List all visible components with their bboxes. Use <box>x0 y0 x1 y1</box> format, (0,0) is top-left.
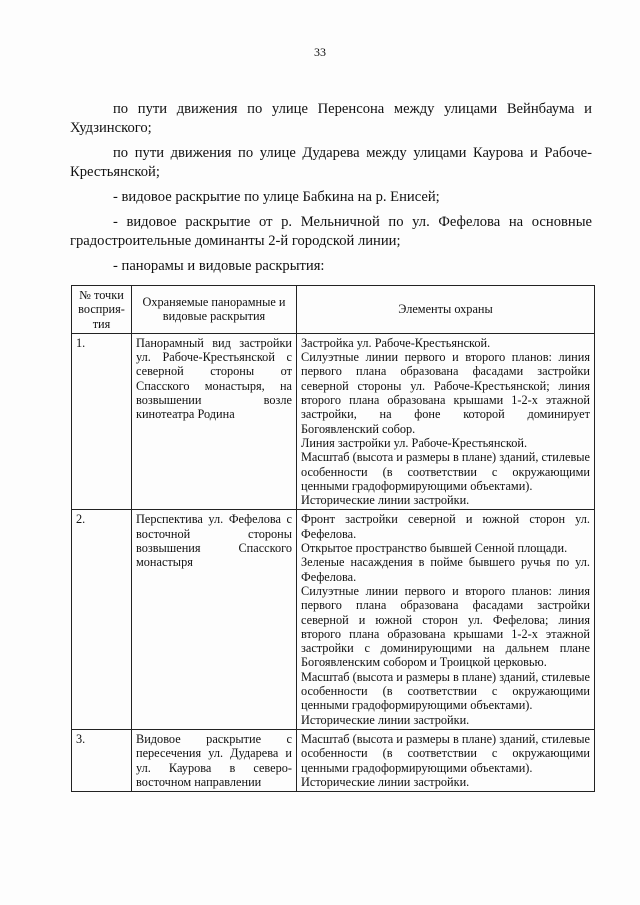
body-text <box>70 100 592 276</box>
row-number: 3. <box>72 729 132 791</box>
element-item: Зеленые насаждения в пойме бывшего ручья по ул. Фефелова. <box>301 555 590 584</box>
paragraph-3: - видовое раскрытие по улице Бабкина на р. Енисей; <box>113 189 440 205</box>
element-item: Линия застройки ул. Рабоче-Крестьянской. <box>301 435 528 450</box>
element-item: Исторические линии застройки. <box>301 493 470 508</box>
row-number: 2. <box>72 510 132 729</box>
element-item: Исторические линии застройки. <box>301 774 470 789</box>
protection-table <box>71 285 595 792</box>
table-row <box>72 510 595 729</box>
row-number: 1. <box>72 333 132 510</box>
row-elements <box>297 729 595 791</box>
element-item: Масштаб (высота и размеры в плане) зданий, стилевые особенности (в соответствии с окружающими ценными градоформирующими объектами). <box>301 450 591 493</box>
table-header-row <box>72 286 595 334</box>
row-elements <box>297 510 595 729</box>
page-number: 33 <box>314 45 326 59</box>
paragraph-5: - панорамы и видовые раскрытия: <box>113 258 325 274</box>
paragraph-4: - видовое раскрытие от р. Мельничной по ул. Фефелова на основные градостроительные доминанты 2-й городской линии; <box>70 214 592 249</box>
element-item: Застройка ул. Рабоче-Крестьянской. <box>301 335 491 350</box>
element-item: Фронт застройки северной и южной сторон ул. Фефелова. <box>301 512 590 541</box>
table-row <box>72 729 595 791</box>
row-view: Перспектива ул. Фефелова с восточной стороны возвышения Спасского монастыря <box>132 510 297 729</box>
row-view: Панорамный вид застройки ул. Рабоче-Крестьянской с северной стороны от Спасского монастыря, на возвышении возле кинотеатра Родина <box>132 333 297 510</box>
element-item: Силуэтные линии первого и второго планов: линия первого плана образована фасадами застройки северной и южной сторон ул. Фефелова; линия второго плана образована крышами 1-2-х этажной застройки с доминирующими на дальнем плане Богоявленским собором и Троицкой церковью. <box>301 583 590 670</box>
paragraph-2: по пути движения по улице Дударева между улицами Каурова и Рабоче-Крестьянской; <box>70 145 592 180</box>
header-protected-views: Охраняемые панорамные и видовые раскрытия <box>132 286 297 334</box>
paragraph-1: по пути движения по улице Перенсона между улицами Вейнбаума и Худзинского; <box>70 101 592 136</box>
element-item: Масштаб (высота и размеры в плане) зданий, стилевые особенности (в соответствии с окружающими ценными градоформирующими объектами). <box>301 669 591 713</box>
table-row <box>72 333 595 510</box>
row-elements <box>297 333 595 510</box>
element-item: Силуэтные линии первого и второго планов: линия первого плана образована фасадами застройки северной стороны ул. Рабоче-Крестьянской; линия второго плана образована крышами 1-2-х этажной застройки, на фоне которой доминирует Богоявленский собор. <box>301 350 590 436</box>
element-item: Открытое пространство бывшей Сенной площади. <box>301 541 568 556</box>
element-item: Масштаб (высота и размеры в плане) зданий, стилевые особенности (в соответствии с окружающими ценными градоформирующими объектами). <box>301 731 591 775</box>
header-point-number: № точки восприя-тия <box>72 286 132 334</box>
header-protection-elements: Элементы охраны <box>297 286 595 334</box>
row-view: Видовое раскрытие с пересечения ул. Дударева и ул. Каурова в северо-восточном направлении <box>132 729 297 791</box>
element-item: Исторические линии застройки. <box>301 712 470 727</box>
